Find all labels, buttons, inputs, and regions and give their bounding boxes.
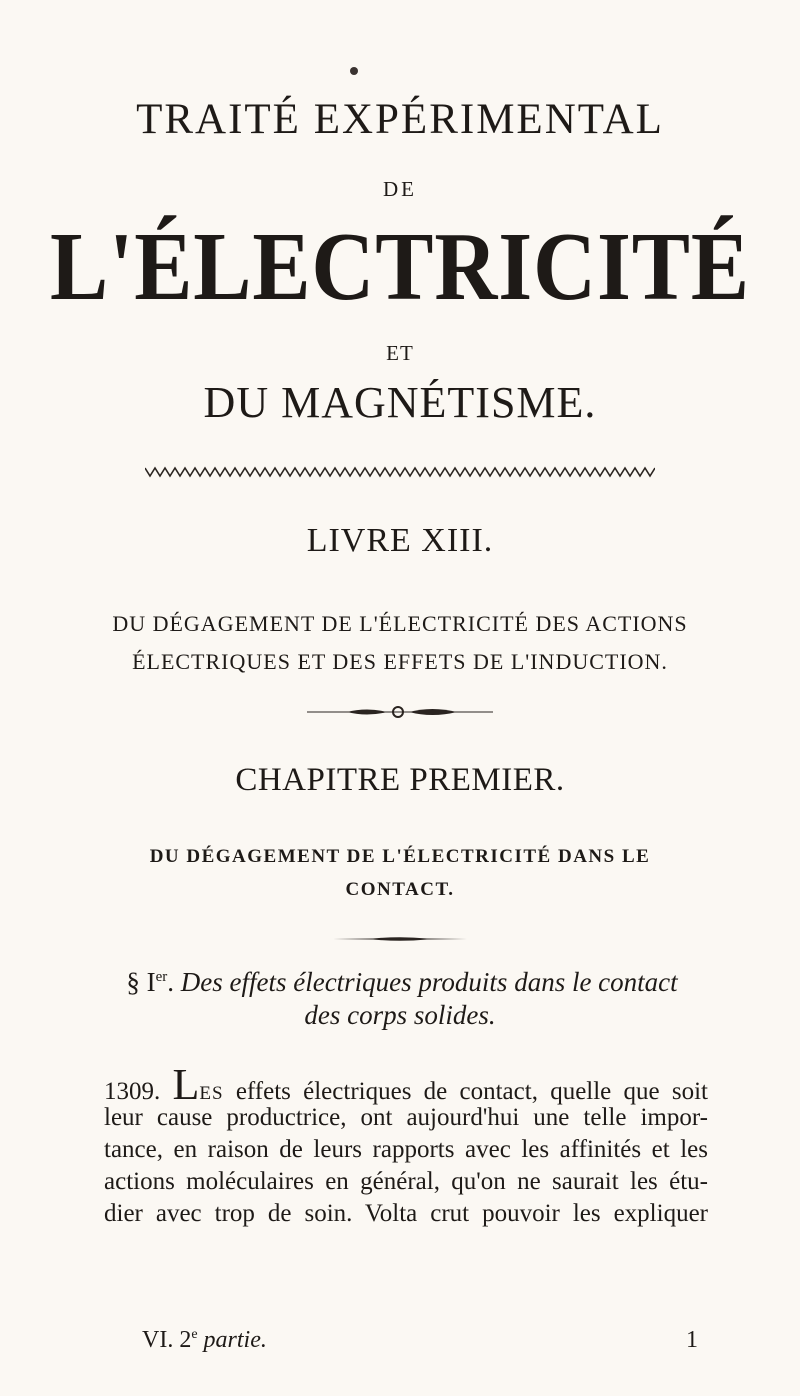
dropcap: L (172, 1060, 200, 1109)
section-title-text2: des corps solides. (304, 1000, 496, 1030)
paragraph-line-1 (104, 1060, 708, 1109)
short-rule (333, 936, 467, 942)
paragraph-line-1-rest: effets électriques de contact, quelle que soit (223, 1078, 708, 1105)
smallcaps: ES (199, 1083, 224, 1104)
section-mark: § I (126, 967, 156, 997)
title-line-traite: TRAITÉ EXPÉRIMENTAL (136, 96, 664, 143)
section-title-line2 (0, 1002, 800, 1029)
title-line-electricite: L'ÉLECTRICITÉ (50, 213, 750, 321)
book-heading: LIVRE XIII. (306, 522, 494, 559)
title-line-de: DE (383, 177, 417, 201)
book-subtitle-line2: ÉLECTRIQUES ET DES EFFETS DE L'INDUCTION. (132, 649, 668, 674)
paragraph-number: 1309. (104, 1078, 161, 1105)
signature-part: partie. (203, 1327, 267, 1353)
signature-mark (142, 1328, 267, 1352)
zigzag-rule (145, 466, 655, 478)
section-title-text1: Des effets électriques produits dans le contact (180, 967, 678, 997)
section-title-line1 (102, 969, 702, 996)
signature-sup: e (191, 1327, 198, 1342)
paragraph-line-4: actions moléculaires en général, qu'on ne saurait les étu- (104, 1168, 708, 1195)
section-sep: . (167, 967, 181, 997)
paragraph-line-3: tance, en raison de leurs rapports avec les affinités et les (104, 1136, 708, 1163)
paragraph-line-2: leur cause productrice, ont aujourd'hui une telle impor- (104, 1104, 708, 1131)
chapter-subtitle-line1: DU DÉGAGEMENT DE L'ÉLECTRICITÉ DANS LE (149, 846, 651, 867)
book-subtitle-line1: DU DÉGAGEMENT DE L'ÉLECTRICITÉ DES ACTIONS (112, 611, 688, 636)
section-mark-sup: er (155, 969, 168, 985)
title-line-magnetisme: DU MAGNÉTISME. (203, 378, 597, 427)
page-number: 1 (686, 1327, 698, 1353)
signature-vol: VI. 2 (142, 1327, 192, 1353)
chapter-heading: CHAPITRE PREMIER. (235, 762, 565, 798)
chapter-subtitle-line2: CONTACT. (345, 879, 455, 900)
paragraph-1309 (104, 1060, 708, 1230)
ink-spot (350, 67, 358, 75)
title-line-et: ET (386, 341, 414, 365)
ornament-divider (307, 705, 493, 719)
paragraph-line-5: dier avec trop de soin. Volta crut pouvoir les expliquer (104, 1200, 708, 1227)
